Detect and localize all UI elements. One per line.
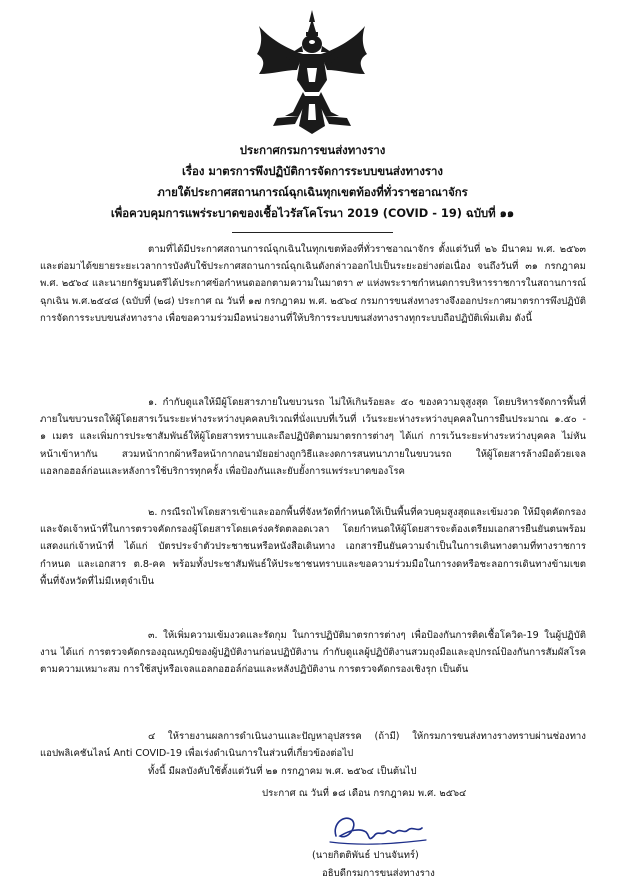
signer-title: อธิบดีกรมการขนส่งทางราง [322,868,435,879]
subject-heading: เรื่อง มาตรการพึงปฏิบัติการจัดการระบบขนส่งทางราง [181,164,443,178]
heading-divider [232,232,393,233]
measure-2-paragraph: ๒. กรณีรถไฟโดยสารเข้าและออกพื้นที่จังหวัดที่กำหนดให้เป็นพื้นที่ควบคุมสูงสุดและเข้มงวด ให้มีจุดคัดกรองและจัดเจ้าหน้าที่ในการตรวจคัดกรองผู้โดยสารโดยเคร่งครัดตลอดเวลา โดยกำหนดให้ผู้โดยสารจะต้องเตรียมเอกสารยืนยันตนพร้อมแสดงแก่เจ้าหน้าที่ ได้แก่ บัตรประจำตัวประชาชนหรือหนังสือเดินทาง เอกสารยืนยันความจำเป็นในการเดินทางตามที่ทางราชการกำหนด และเอกสาร ต.8-คค พร้อมทั้งประชาสัมพันธ์ให้ประชาชนทราบและขอความร่วมมือในการงดหรือชะลอการเดินทางข้ามเขตพื้นที่จังหวัดที่ไม่มีเหตุจำเป็น [40,507,586,587]
measure-4-paragraph: ๔ ให้รายงานผลการดำเนินงานและปัญหาอุปสรรค (ถ้ามี) ให้กรมการขนส่งทางรางทราบผ่านช่องทางแอปพลิเคชันไลน์ Anti COVID-19 เพื่อเร่งดำเนินการในส่วนที่เกี่ยวข้องต่อไป [40,731,586,760]
intro-paragraph: ตามที่ได้มีประกาศสถานการณ์ฉุกเฉินในทุกเขตท้องที่ทั่วราชอาณาจักร ตั้งแต่วันที่ ๒๖ มีนาคม พ.ศ. ๒๕๖๓ และต่อมาได้ขยายระยะเวลาการบังคับใช้ประกาศสถานการณ์ฉุกเฉินดังกล่าวออกไปเป็นระยะอย่างต่อเนื่อง จนถึงวันที่ ๓๑ กรกฎาคม พ.ศ. ๒๕๖๔ และนายกรัฐมนตรีได้ประกาศข้อกำหนดออกตามความในมาตรา ๙ แห่งพระราชกำหนดการบริหารราชการในสถานการณ์ฉุกเฉิน พ.ศ.๒๕๔๘ (ฉบับที่ (๒๘) ประกาศ ณ วันที่ ๑๗ กรกฎาคม พ.ศ. ๒๕๖๔ กรมการขนส่งทางรางจึงออกประกาศมาตรการพึงปฏิบัติการจัดการระบบขนส่งทางราง เพื่อขอความร่วมมือหน่วยงานที่ให้บริการระบบขนส่งทางรางทุกระบบถือปฏิบัติเพิ่มเติม ดังนี้ [40,244,586,324]
context-heading: ภายใต้ประกาศสถานการณ์ฉุกเฉินทุกเขตท้องที่ทั่วราชอาณาจักร [157,185,468,199]
announcement-date: ประกาศ ณ วันที่ ๑๘ เดือน กรกฎาคม พ.ศ. ๒๕๖๔ [262,788,467,799]
effective-date: ทั้งนี้ มีผลบังคับใช้ตั้งแต่วันที่ ๒๑ กรกฎาคม พ.ศ. ๒๕๖๔ เป็นต้นไป [148,766,417,777]
garuda-emblem-icon [255,8,370,136]
measure-3-paragraph: ๓. ให้เพิ่มความเข้มงวดและรัดกุม ในการปฏิบัติมาตรการต่างๆ เพื่อป้องกันการติดเชื้อโควิด-19 ในผู้ปฏิบัติงาน ได้แก่ การตรวจคัดกรองอุณหภูมิของผู้ปฏิบัติงานก่อนปฏิบัติงาน กำกับดูแลผู้ปฏิบัติงานสวมถุงมือและอุปกรณ์ป้องกันการสัมผัสโรคตามความเหมาะสม การใช้สบู่หรือเจลแอลกอฮอล์ก่อนและหลังปฏิบัติงาน การตรวจคัดกรองเชิงรุก เป็นต้น [40,630,586,676]
purpose-heading: เพื่อควบคุมการแพร่ระบาดของเชื้อไวรัสโคโรนา 2019 (COVID - 19) ฉบับที่ ๑๑ [110,206,515,220]
signer-name: (นายกิตติพันธ์ ปานจันทร์) [312,850,419,861]
agency-heading: ประกาศกรมการขนส่งทางราง [239,143,386,157]
measure-1-paragraph: ๑. กำกับดูแลให้มีผู้โดยสารภายในขบวนรถ ไม่ให้เกินร้อยละ ๕๐ ของความจุสูงสุด โดยบริหารจัดการพื้นที่ภายในขบวนรถให้ผู้โดยสารเว้นระยะห่างระหว่างบุคคลบริเวณที่นั่งแบบที่เว้นที่ เว้นระยะห่างระหว่างบุคคลในการยืนประมาณ ๑.๕๐ - ๑ เมตร และเพิ่มการประชาสัมพันธ์ให้ผู้โดยสารทราบและถือปฏิบัติตามมาตรการต่างๆ ได้แก่ การเว้นระยะห่างระหว่างบุคคล ไม่หันหน้าเข้าหากัน สวมหน้ากากผ้าหรือหน้ากากอนามัยอย่างถูกวิธีและงดการสนทนาภายในขบวนรถ ให้ผู้โดยสารล้างมือด้วยเจลแอลกอฮอล์ก่อนและหลังการใช้บริการทุกครั้ง เพื่อป้องกันและยับยั้งการแพร่ระบาดของโรค [40,397,586,477]
handwritten-signature [322,806,432,848]
